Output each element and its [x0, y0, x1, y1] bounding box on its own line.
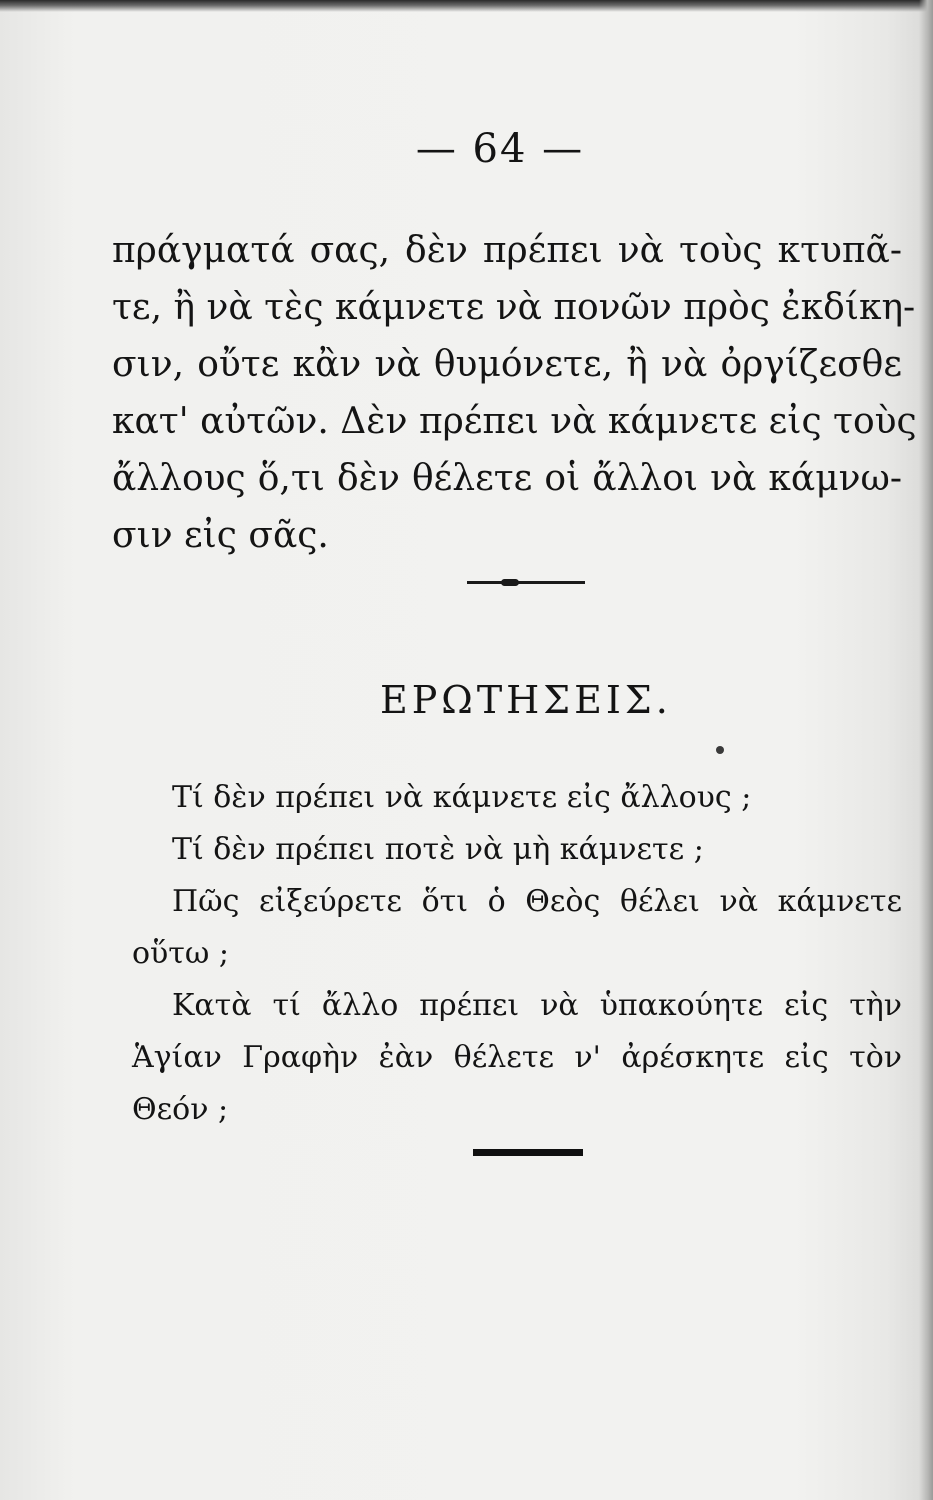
scan-top-edge	[0, 0, 933, 12]
section-heading: ΕΡΩΤΗΣΕΙΣ.	[380, 678, 672, 722]
question-line: Τί δὲν πρέπει νὰ κάμνετε εἰς ἄλλους ;	[172, 780, 752, 815]
paragraph-line: κατ' αὐτῶν. Δὲν πρέπει νὰ κάμνετε εἰς τοὺς	[112, 401, 917, 442]
ornamental-divider	[467, 581, 585, 584]
question-line: Θεόν ;	[132, 1092, 229, 1127]
question-line: Τί δὲν πρέπει ποτὲ νὰ μὴ κάμνετε ;	[172, 832, 704, 867]
ink-speck	[716, 746, 724, 754]
paragraph-line: τε, ἢ νὰ τὲς κάμνετε νὰ πονῶν πρὸς ἐκδίκη-	[112, 287, 916, 328]
paragraph-line: σιν, οὔτε κἂν νὰ θυμόνετε, ἢ νὰ ὀργίζεσθε	[112, 344, 902, 385]
question-line: Πῶς εἰξεύρετε ὅτι ὁ Θεὸς θέλει νὰ κάμνετε	[172, 884, 902, 919]
end-rule	[473, 1149, 583, 1156]
scan-right-edge	[919, 0, 933, 1500]
question-line: Ἁγίαν Γραφὴν ἐὰν θέλετε ν' ἀρέσκητε εἰς τὸν	[132, 1040, 902, 1075]
divider-knot	[501, 579, 519, 586]
question-line: οὕτω ;	[132, 936, 230, 971]
paragraph-line: πράγματά σας, δὲν πρέπει νὰ τοὺς κτυπᾶ-	[112, 230, 902, 271]
body-paragraph	[112, 222, 917, 564]
paragraph-line: ἄλλους ὅ,τι δὲν θέλετε οἱ ἄλλοι νὰ κάμνω-	[112, 458, 902, 499]
question-line: Κατὰ τί ἄλλο πρέπει νὰ ὑπακούητε εἰς τὴν	[172, 988, 902, 1023]
questions-list	[132, 772, 902, 1136]
page-number: — 64 —	[415, 126, 585, 172]
paragraph-line: σιν εἰς σᾶς.	[112, 515, 329, 556]
